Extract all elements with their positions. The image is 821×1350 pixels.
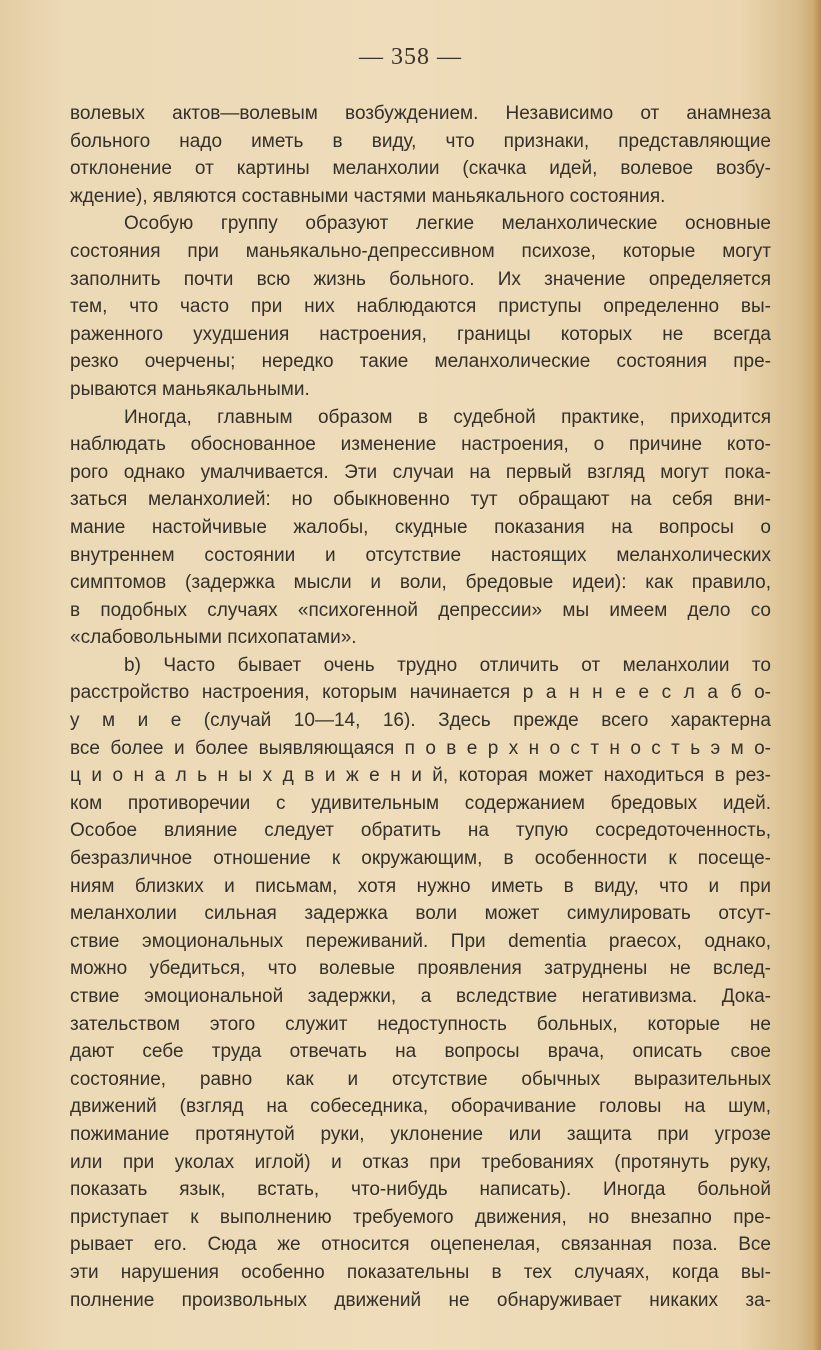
text-line: ком противоречии с удивительным содержанием бредовых идей.	[70, 792, 771, 814]
text-line: Особую группу образуют легкие меланхолические основные	[124, 213, 771, 235]
text-line: волевых актов—волевым возбуждением. Независимо от анамнеза	[70, 103, 771, 124]
text-line: тем, что часто при них наблюдаются приступы определенно вы-	[70, 296, 771, 318]
text-line: ствие эмоциональных переживаний. При dementia praecox, однако,	[70, 930, 771, 952]
text-line: зательством этого служит недоступность больных, которые не	[70, 1013, 771, 1035]
text-line: b) Часто бывает очень трудно отличить от меланхолии то	[124, 654, 771, 676]
text-line: полнение произвольных движений не обнаруживает никаких за-	[70, 1289, 771, 1311]
text-line: отклонение от картины меланхолии (скачка идей, волевое возбу-	[70, 158, 771, 180]
text-line: меланхолии сильная задержка воли может симулировать отсут-	[70, 903, 771, 925]
text-line: рываются маньякальными.	[70, 378, 310, 400]
text-line: ц и о н а л ь н ы х д в и ж е н и й, которая может находиться в рез-	[70, 765, 771, 787]
text-line: больного надо иметь в виду, что признаки, представляющие	[70, 130, 771, 152]
text-line: в подобных случаях «психогенной депрессии» мы имеем дело со	[70, 599, 771, 621]
text-line: заполнить почти всю жизнь больного. Их значение определяется	[70, 268, 771, 290]
text-line: внутреннем состоянии и отсутствие настоящих меланхолических	[70, 544, 771, 566]
text-line: наблюдать обоснованное изменение настроения, о причине кото-	[70, 434, 771, 456]
text-line: у м и е (случай 10—14, 16). Здесь прежде всего характерна	[70, 710, 771, 732]
text-line: состояния при маньякально-депрессивном психозе, которые могут	[70, 240, 771, 262]
text-line: все более и более выявляющаяся п о в е р х н о с т н о с т ь э м о-	[70, 737, 771, 759]
text-line: расстройство настроения, которым начинается р а н н е е с л а б о-	[70, 682, 771, 704]
text-line: пожимание протянутой руки, уклонение или защита при угрозе	[70, 1123, 771, 1145]
text-line: безразличное отношение к окружающим, в особенности к посеще-	[70, 848, 771, 870]
text-line: ждение), являются составными частями маньякального состояния.	[70, 185, 666, 207]
text-line: эти нарушения особенно показательны в тех случаях, когда вы-	[70, 1261, 771, 1283]
text-line: или при уколах иглой) и отказ при требованиях (протянуть руку,	[70, 1151, 771, 1173]
text-line: «слабовольными психопатами».	[70, 627, 357, 649]
text-line: резко очерчены; нередко такие меланхолические состояния пре-	[70, 351, 771, 373]
text-line: заться меланхолией: но обыкновенно тут обращают на себя вни-	[70, 489, 771, 511]
page-number-header: — 358 —	[359, 44, 462, 70]
text-line: показать язык, встать, что-нибудь написать). Иногда больной	[70, 1179, 771, 1201]
text-line: рывает его. Сюда же относится оцепенелая, связанная поза. Все	[70, 1234, 771, 1256]
page-body-text	[70, 100, 771, 1314]
text-line: приступает к выполнению требуемого движения, но внезапно пре-	[70, 1206, 771, 1228]
text-line: Особое влияние следует обратить на тупую сосредоточенность,	[70, 820, 771, 842]
text-line: ствие эмоциональной задержки, а вследствие негативизма. Дока-	[70, 986, 771, 1007]
text-line: состояние, равно как и отсутствие обычных выразительных	[70, 1068, 771, 1090]
text-line: рого однако умалчивается. Эти случаи на первый взгляд могут пока-	[70, 461, 771, 483]
text-line: раженного ухудшения настроения, границы которых не всегда	[70, 323, 771, 345]
text-line: симптомов (задержка мысли и воли, бредовые идеи): как правило,	[70, 572, 771, 594]
text-line: можно убедиться, что волевые проявления затруднены не вслед-	[70, 958, 771, 980]
text-line: ниям близких и письмам, хотя нужно иметь в виду, что и при	[70, 875, 771, 897]
text-line: Иногда, главным образом в судебной практике, приходится	[124, 406, 771, 428]
text-line: дают себе труда отвечать на вопросы врача, описать свое	[70, 1041, 771, 1063]
text-line: движений (взгляд на собеседника, оборачивание головы на шум,	[70, 1096, 771, 1118]
text-line: мание настойчивые жалобы, скудные показания на вопросы о	[70, 516, 771, 538]
